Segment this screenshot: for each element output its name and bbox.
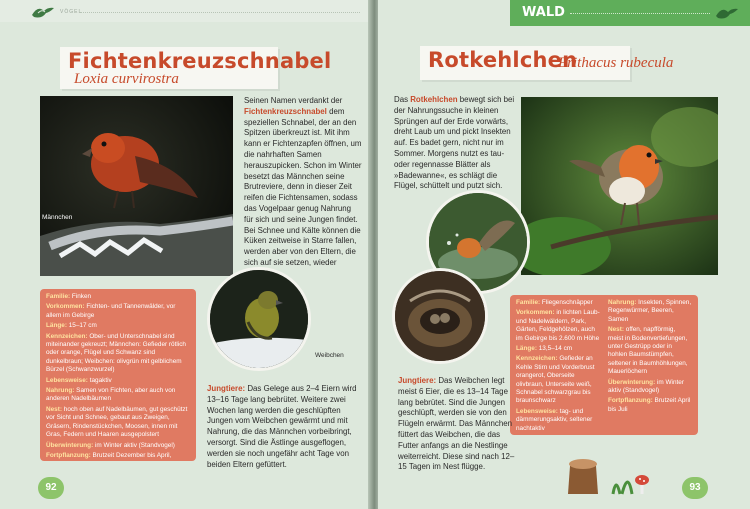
fact-row: Länge: 15–17 cm — [46, 322, 97, 330]
facts-box — [510, 295, 698, 435]
section-tab — [510, 0, 750, 26]
page-number-left: 92 — [38, 477, 64, 499]
intro-highlight: Fichtenkreuzschnabel — [244, 106, 327, 116]
bird-logo-icon — [30, 3, 56, 21]
fact-row: Kennzeichen: Ober- und Unterschnabel sind miteinander gekreuzt; Männchen: Gefieder rötlich oder orange, Flügel und Schwanz sind dunkelbraun; Weibchen: olivgrün mit gelblichem Bürzel (Schwanzwurzel) — [46, 332, 186, 374]
fact-row: Überwinterung: im Winter aktiv (Standvogel) — [608, 378, 684, 395]
right-page — [378, 0, 750, 509]
fact-row: Vorkommen: in lichten Laub- und Nadelwäldern, Park, Gärten, Feldgehölzen, auch im Gebirge bis 2.600 m Höhe — [516, 309, 600, 342]
fact-row: Familie: Fliegenschnäpper — [516, 299, 593, 306]
fact-row: Nest: hoch oben auf Nadelbäumen, gut geschützt vor Sicht und Schnee, gebaut aus Zweigen, Gräsern, Rindenstückchen, Moosen, innen mit Gras, Federn und Haaren ausgepolstert — [46, 405, 188, 439]
left-page — [0, 0, 372, 509]
species-title-box — [420, 46, 674, 80]
section-tab-label: WALD — [522, 5, 565, 20]
fact-row: Länge: 13,5–14 cm — [516, 345, 573, 353]
header-rule — [80, 12, 360, 13]
young-text: Jungtiere: Das Weibchen legt meist 6 Eier, die es 13–14 Tage lang bebrütet. Sind die Jungen geschlüpft, werden sie von den Flügeln erwärmt. Das Männchen füttert das Weibchen, die das Futter anfangs an die Nestlinge weiterreicht. Diese sind nach 12–15 Tagen im Nest flügge. — [398, 376, 515, 472]
intro-text: Das Rotkehlchen bewegt sich bei der Nahrungssuche in kleinen Sprüngen auf der Erde vorwärts, dreht Laub um und pickt Insekten auf. Es badet gern, nicht nur im Sommer. Morgens nutzt es tau- oder regennasse Blätter als »Badewanne«, es schlägt die Flügel, schüttelt und putzt sich. — [394, 95, 515, 191]
fact-row: Nest: offen, napfförmig, meist in Bodenvertiefungen, unter Gestrüpp oder in hohlen Baumstümpfen, seltener in Baumhöhlungen, Mauerlöchern — [608, 326, 688, 376]
species-title: Rotkehlchen — [428, 48, 578, 72]
fact-row: Fortpflanzung: Brutzeit April bis Juli — [608, 397, 691, 413]
crossbill-female-photo — [207, 267, 311, 371]
fact-row: Familie: Finken — [46, 293, 92, 300]
intro-text — [244, 96, 362, 280]
intro-pre: Seinen Namen verdankt der — [244, 96, 343, 105]
fact-row: Nahrung: Insekten, Spinnen, Regenwürmer, Beeren, Samen — [608, 299, 692, 323]
female-caption: Weibchen — [315, 352, 344, 359]
male-caption: Männchen — [42, 214, 73, 221]
species-title-box — [60, 47, 332, 89]
robin-photo — [521, 97, 718, 275]
facts-col-2 — [608, 299, 692, 416]
robin-nest-photo — [392, 268, 488, 364]
crossbill-male-photo — [40, 96, 233, 276]
page-number-right: 93 — [682, 477, 708, 499]
bird-logo-icon — [714, 4, 740, 22]
header-label: VÖGEL — [60, 9, 83, 15]
fact-row: Lebensweise: tagaktiv — [46, 376, 112, 384]
fact-row: Lebensweise: tag- und dämmerungsaktiv, seltener nachtaktiv — [516, 407, 593, 432]
young-text: Jungtiere: Das Gelege aus 2–4 Eiern wird 13–16 Tage lang bebrütet. Weitere zwei Wochen lang werden die geschlüpften Jungen vom Weibchen gewärmt und mit Nahrung, die das Männchen vorbeibringt, versorgt. Sind die Ästlinge ausgeflogen, werden sie noch ungefähr acht Tage von beiden Eltern gefüttert. — [207, 384, 357, 469]
fact-row: Fortpflanzung: Brutzeit Dezember bis April, — [46, 451, 172, 459]
species-latin-name: Erithacus rubecula — [558, 55, 674, 71]
facts-box — [40, 289, 196, 461]
fact-row: Kennzeichen: Gefieder an Kehle Stirn und Vorderbrust orangerot, Oberseite olivbraun, Unterseite weiß, Schnabel schwarzgrau bis braunschwarz — [516, 355, 595, 405]
fact-row: Vorkommen: Fichten- und Tannenwälder, vor allem im Gebirge — [46, 303, 176, 319]
fact-row: Überwinterung: im Winter aktiv (Standvogel) — [46, 441, 175, 449]
section-tab-rule — [570, 13, 710, 14]
species-latin-name: Loxia curvirostra — [74, 71, 179, 87]
intro-post: dem speziellen Schnabel, der an den Spitzen überkreuzt ist. Mit ihm kann er Fichtenzapfen öffnen, um die nahrhaften Samen herauszupicken. Schon im Winter besetzt das Männchen seine Brutreviere, denn in dieser Zeit reifen die Fichtensamen, sodass das Vogelpaar genug Nahrung für sich und seine Jungen findet. Bei Schnee und Kälte können die Küken zeitweise in Starre fallen, werden aber von den Eltern, die sich auf sie setzen, wieder — [244, 106, 362, 267]
species-title: Fichtenkreuzschnabel — [68, 49, 332, 73]
fact-row: Nahrung: Samen von Fichten, aber auch von anderen Nadelbäumen — [46, 387, 176, 403]
tree-stump-icon — [558, 440, 668, 500]
facts-col-1 — [516, 299, 602, 435]
